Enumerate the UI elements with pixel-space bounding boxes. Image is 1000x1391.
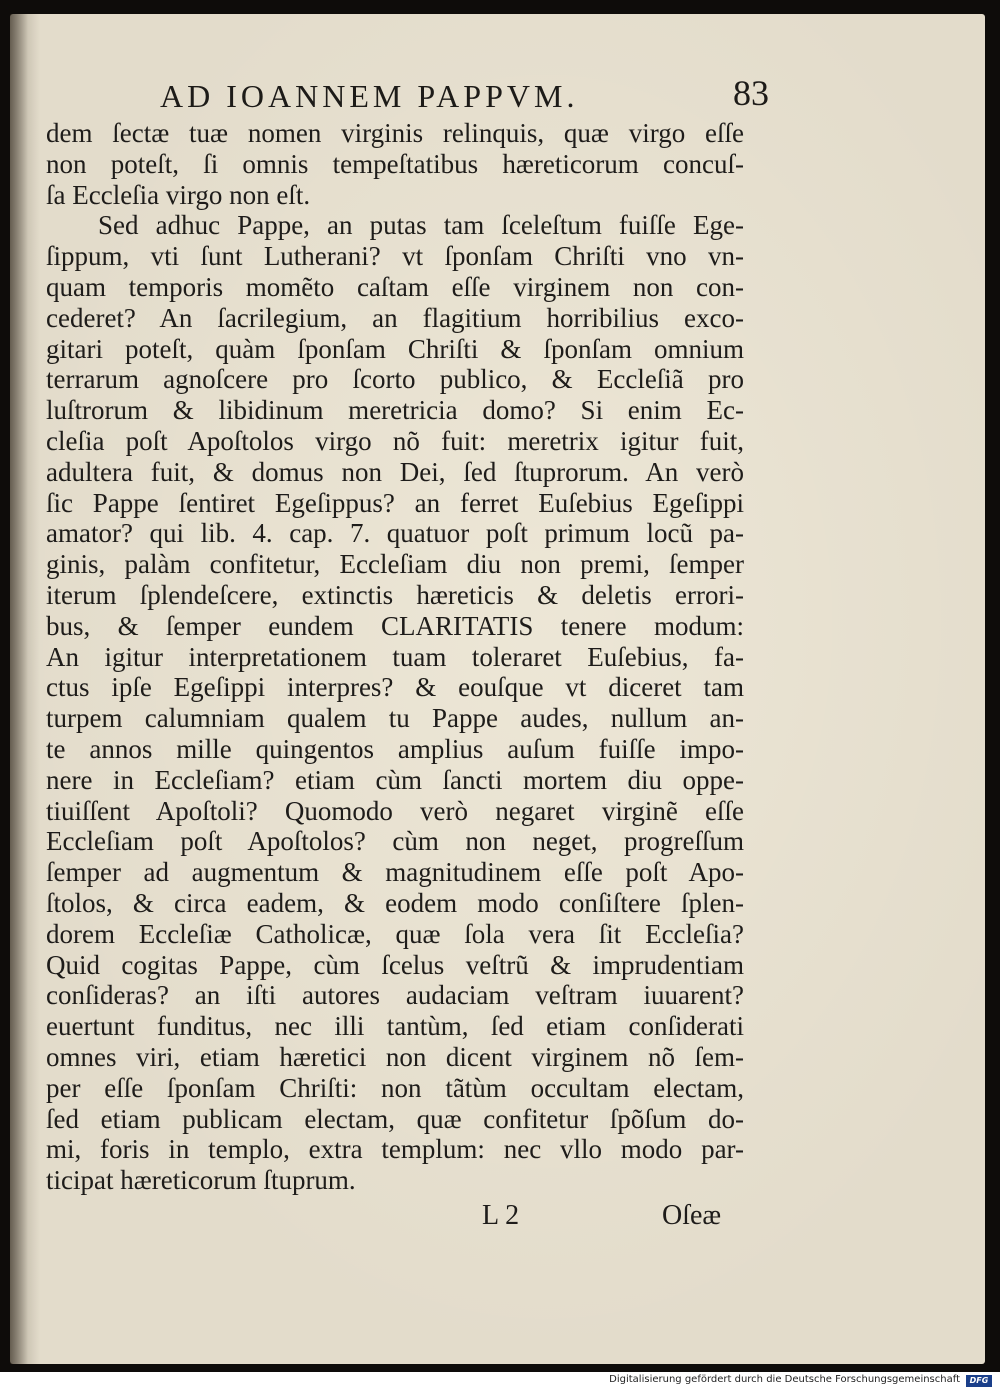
text-line: cleſia poſt Apoſtolos virgo nõ fuit: meretrix igitur fuit, [46, 425, 744, 456]
text-line: omnes viri, etiam hæretici non dicent virginem nõ ſem- [46, 1041, 744, 1072]
text-line: Quid cogitas Pappe, cùm ſcelus veſtrũ & imprudentiam [46, 949, 744, 980]
footer-bar [0, 1372, 1000, 1391]
text-line: ginis, palàm confitetur, Eccleſiam diu non premi, ſemper [46, 549, 744, 580]
text-line: tiuiſſent Apoſtoli? Quomodo verò negaret virginẽ eſſe [46, 795, 744, 826]
text-line: ſemper ad augmentum & magnitudinem eſſe poſt Apo- [46, 857, 744, 888]
text-line: dem ſectæ tuæ nomen virginis relinquis, quæ virgo eſſe [46, 118, 744, 148]
text-line: gitari poteſt, quàm ſponſam Chriſti & ſponſam omnium [46, 333, 744, 364]
text-line: conſideras? an iſti autores audaciam veſtram iuuarent? [46, 980, 744, 1011]
text-line: euertunt funditus, nec illi tantùm, ſed etiam conſiderati [46, 1011, 744, 1042]
text-line: luſtrorum & libidinum meretricia domo? Si enim Ec- [46, 395, 744, 426]
text-line: ſa Eccleſia virgo non eſt. [46, 179, 311, 210]
text-line: cederet? An ſacrilegium, an flagitium horribilius exco- [46, 302, 744, 333]
text-line: ſtolos, & circa eadem, & eodem modo conſiſtere ſplen- [46, 887, 744, 918]
text-line: ſippum, vti ſunt Lutherani? vt ſponſam Chriſti vno vn- [46, 241, 744, 272]
running-head: AD IOANNEM PAPPVM. [160, 78, 579, 114]
dfg-logo: DFG [966, 1375, 992, 1387]
text-line: turpem calumniam qualem tu Pappe audes, nullum an- [46, 703, 744, 734]
text-line: amator? qui lib. 4. cap. 7. quatuor poſt primum locũ pa- [46, 518, 744, 549]
body-text [46, 118, 744, 1196]
text-line: nere in Eccleſiam? etiam cùm ſancti mortem diu oppe- [46, 764, 744, 795]
text-line: adultera fuit, & domus non Dei, ſed ſtuprorum. An verò [46, 456, 744, 487]
text-line: bus, & ſemper eundem CLARITATIS tenere modum: [46, 610, 744, 641]
text-line: dorem Eccleſiæ Catholicæ, quæ ſola vera ſit Eccleſia? [46, 918, 744, 949]
gutter-shadow [10, 14, 28, 1364]
signature-mark: L 2 [482, 1200, 520, 1231]
text-line: non poteſt, ſi omnis tempeſtatibus hæreticorum concuſ- [46, 148, 744, 179]
text-line: iterum ſplendeſcere, extinctis hæreticis & deletis errori- [46, 579, 744, 610]
text-line: An igitur interpretationem tuam toleraret Euſebius, fa- [46, 641, 744, 672]
page-number: 83 [733, 73, 769, 113]
catchword: Oſeæ [662, 1200, 722, 1231]
text-line: Sed adhuc Pappe, an putas tam ſceleſtum fuiſſe Ege- [98, 210, 744, 241]
text-line: per eſſe ſponſam Chriſti: non tãtùm occultam electam, [46, 1072, 744, 1103]
text-line: ſed etiam publicam electam, quæ confitetur ſpõſum do- [46, 1103, 744, 1134]
text-line: Eccleſiam poſt Apoſtolos? cùm non neget, progreſſum [46, 826, 744, 857]
text-line: te annos mille quingentos amplius auſum fuiſſe impo- [46, 733, 744, 764]
text-line: ctus ipſe Egeſippi interpres? & eouſque vt diceret tam [46, 672, 744, 703]
text-line: ticipat hæreticorum ſtuprum. [46, 1165, 356, 1196]
text-line: quam temporis momẽto caſtam eſſe virginem non con- [46, 271, 744, 302]
text-line: mi, foris in templo, extra templum: nec vllo modo par- [46, 1134, 744, 1165]
text-line: ſic Pappe ſentiret Egeſippus? an ferret Euſebius Egeſippi [46, 487, 744, 518]
book-page [10, 14, 985, 1364]
text-line: terrarum agnoſcere pro ſcorto publico, & Eccleſiã pro [46, 364, 744, 395]
footer-credit: Digitalisierung gefördert durch die Deutsche Forschungsgemeinschaft [609, 1374, 960, 1385]
